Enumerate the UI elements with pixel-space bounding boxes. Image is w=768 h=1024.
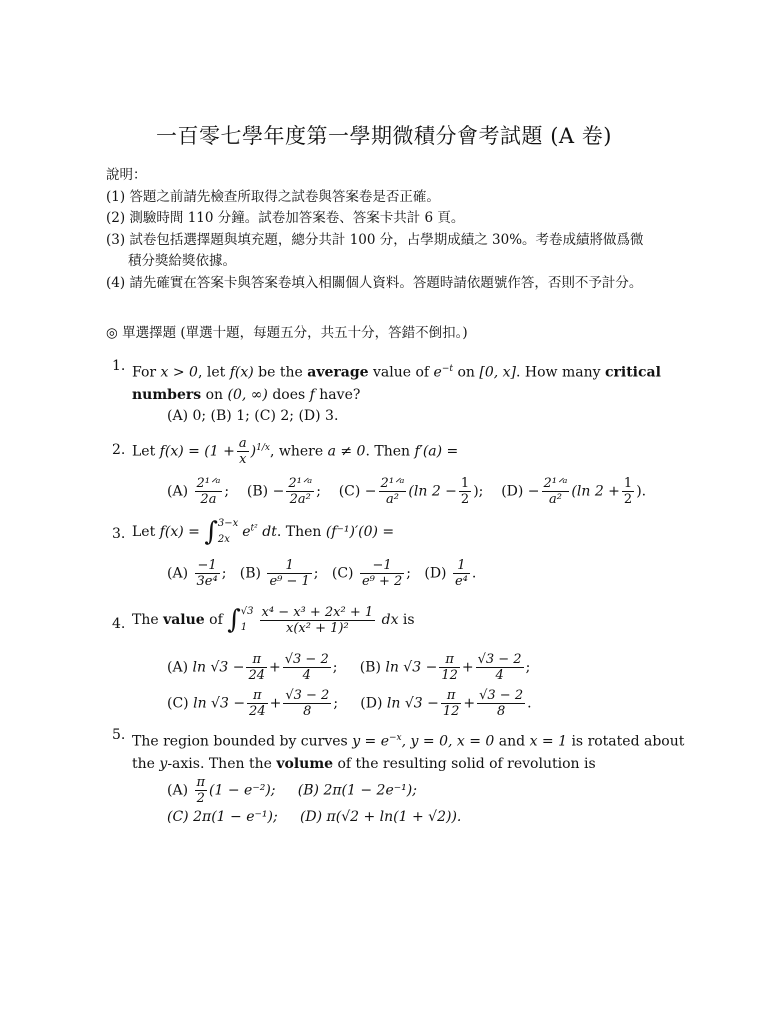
math-expr: f(x) = (1 + [159, 443, 235, 460]
math-expr: f(x) = [159, 524, 200, 540]
stem-text: Let [132, 443, 160, 460]
answer-options [167, 809, 461, 825]
exponent: −t [441, 364, 453, 374]
math-expr: + [461, 659, 474, 676]
denominator: 3e⁴ [196, 574, 218, 589]
option-label: (A) [167, 483, 189, 500]
math-expr: f(x) [229, 364, 254, 381]
integral-sign: ∫ [227, 605, 241, 635]
math-expr: f′(a) = [414, 443, 459, 460]
fraction [453, 558, 470, 589]
fraction [267, 558, 311, 589]
question-stem [132, 604, 662, 636]
stem-text: be the [253, 364, 308, 381]
numerator: √3 − 2 [477, 652, 522, 667]
stem-text: is rotated about [567, 733, 685, 750]
upper-limit: √3 [240, 606, 254, 617]
stem-text: on [453, 364, 480, 381]
fraction [237, 436, 249, 467]
bold-term: critical [604, 364, 661, 381]
numerator: a [238, 436, 247, 451]
fraction [246, 652, 267, 683]
stem-text: For [132, 364, 161, 381]
fraction [459, 476, 471, 507]
exponent: −x [389, 733, 402, 743]
stem-text: of [204, 612, 223, 628]
math-expr: x = 1 [529, 733, 567, 750]
fraction [360, 558, 404, 589]
stem-text: The [132, 612, 164, 628]
math-expr: (ln 2 − [408, 483, 457, 500]
fraction [476, 652, 524, 683]
denominator: e⁹ − 1 [269, 574, 310, 589]
fraction [195, 558, 220, 589]
math-expr: dt [257, 524, 277, 540]
option-label: (C) [167, 695, 189, 712]
stem-text: , let [197, 364, 230, 381]
answer-options: (A) 0; (B) 1; (C) 2; (D) 3. [167, 408, 339, 424]
math-expr: e [242, 524, 251, 540]
question-stem [132, 358, 662, 406]
fraction [379, 476, 407, 507]
fraction [542, 476, 570, 507]
stem-text: does [267, 386, 310, 403]
stem-text: is [398, 612, 415, 628]
numerator: π [441, 688, 462, 704]
stem-text: value of [368, 364, 434, 381]
answer-options: (A) ln √3 − $\frac{\pi}{24}$ + $\frac{√3 - 2}{4}$ ; (B) ln √3 − $\frac{\pi}{12}$ + $\frac{√3 - 2}{4}$ ; [167, 652, 531, 683]
fraction [195, 476, 223, 507]
numerator: 2¹ᐟᵃ [288, 476, 313, 491]
numerator: 2¹ᐟᵃ [196, 476, 221, 491]
stem-text: . Then [365, 443, 415, 460]
integral-limits [241, 604, 254, 636]
numerator: −1 [360, 558, 404, 574]
math-expr: ln √3 − [385, 659, 438, 676]
math-expr: e [433, 364, 442, 381]
denominator: a² [386, 492, 399, 507]
fraction [439, 652, 460, 683]
numerator: π [246, 652, 267, 668]
exponent: 1/x [256, 442, 270, 453]
fraction [622, 476, 634, 507]
fraction [247, 688, 268, 719]
question-number: 3. [112, 526, 126, 542]
denominator: x(x² + 1)² [286, 620, 349, 636]
question-number: 4. [112, 616, 126, 632]
integral-limits [218, 516, 238, 548]
question-stem [132, 436, 662, 467]
math-expr: + [269, 659, 281, 676]
fraction [286, 476, 314, 507]
bold-term: numbers [132, 386, 202, 403]
question-stem [132, 727, 685, 775]
fraction [195, 775, 208, 806]
option-label: (B) [246, 483, 269, 500]
math-expr: y = e [352, 733, 390, 750]
numerator: √3 − 2 [479, 688, 524, 703]
fraction [260, 605, 376, 636]
instruction-item: (2) 測驗時間 110 分鐘。試卷加答案卷、答案卡共計 6 頁。 [106, 210, 465, 226]
numerator: 1 [267, 558, 311, 574]
denominator: e⁴ [454, 574, 468, 589]
numerator: √3 − 2 [284, 652, 329, 667]
fraction [283, 688, 331, 719]
denominator: 24 [248, 668, 265, 683]
denominator: 24 [249, 704, 266, 719]
exponent: t² [250, 523, 258, 534]
lower-limit: 2x [217, 534, 230, 545]
stem-text: have? [314, 386, 361, 403]
instruction-item: (1) 答題之前請先檢查所取得之試卷與答案卷是否正確。 [106, 188, 440, 205]
fraction [283, 652, 331, 683]
numerator: π [247, 688, 268, 704]
math-expr: + [463, 695, 476, 712]
instruction-item: (3) 試卷包括選擇題與填充題，總分共計 100 分，占學期成績之 30%。考卷成績將做爲微 [106, 231, 644, 248]
math-expr: ln √3 − [193, 695, 246, 712]
denominator: 2 [623, 492, 633, 507]
answer-options: (A) $\frac{-1}{\text{3e⁴}}$ ; (B) $\frac{1}{\text{e⁹ − 1}}$ ; (C) $\frac{-1}{\text{e⁹ + 2}}$ ; (D) $\frac{1}{\text{e⁴}}$ . [167, 558, 477, 589]
bold-term: average [307, 364, 369, 381]
answer-options: (A) $\frac{\text{2¹ᐟᵃ}}{2a}$ ; (B) − $\frac{\text{2¹ᐟᵃ}}{\text{2a²}}$ ; (C) − $\frac{\text{2¹ᐟᵃ}}{\text{a²}}$ (ln 2 − $\frac{1}{2}$ ); (D) − $\frac{\text{2¹ᐟᵃ}}{\text{a²}}$ (ln 2 + $\frac{1}{2}$ ). [167, 476, 647, 507]
option-label: (D) [360, 695, 383, 712]
option-text: (B) 2π(1 − 2e⁻¹); [297, 782, 417, 799]
numerator: π [439, 652, 460, 668]
option-text: (D) π(√2 + ln(1 + √2)). [299, 809, 462, 825]
math-expr: a ≠ 0 [327, 443, 366, 460]
denominator: 12 [442, 704, 460, 719]
math-expr: (1 − e⁻²); [209, 782, 276, 799]
denominator: x [239, 452, 247, 467]
numerator: x⁴ − x³ + 2x² + 1 [261, 604, 374, 620]
stem-text: the [132, 755, 160, 772]
math-expr: (f⁻¹)′(0) = [325, 524, 395, 540]
answer-options [167, 775, 417, 806]
denominator: 8 [303, 704, 312, 719]
numerator: −1 [195, 558, 220, 574]
option-label: (A) [167, 659, 189, 676]
answer-options: (C) ln √3 − $\frac{\pi}{24}$ + $\frac{√3 - 2}{8}$ ; (D) ln √3 − $\frac{\pi}{12}$ + $\frac{√3 - 2}{8}$ . [167, 688, 532, 719]
option-label: (B) [239, 565, 261, 582]
stem-text: Let [132, 524, 160, 540]
math-expr: (ln 2 + [571, 483, 620, 500]
fraction [441, 688, 462, 719]
option-text: (C) 2π(1 − e⁻¹); [167, 809, 278, 825]
math-expr: ) [250, 443, 257, 460]
stem-text: on [201, 386, 228, 403]
math-expr: (0, ∞) [227, 386, 268, 403]
section-heading: ◎ 單選擇題 (單選十題，每題五分，共五十分，答錯不倒扣。) [106, 325, 468, 341]
exam-title: 一百零七學年度第一學期微積分會考試題 (A 卷) [156, 124, 612, 148]
question-number: 1. [112, 358, 126, 374]
math-expr: , y = 0, x = 0 [401, 733, 495, 750]
option-label: (D) [424, 565, 447, 582]
instruction-item-continued: 積分獎給獎依據。 [128, 253, 236, 269]
math-expr: y [159, 755, 168, 772]
stem-text: -axis. Then the [167, 755, 277, 772]
math-expr: ln √3 − [386, 695, 439, 712]
stem-text: , where [269, 443, 328, 460]
stem-text: of the resulting solid of revolution is [333, 755, 596, 772]
numerator: 1 [623, 476, 633, 491]
numerator: √3 − 2 [285, 688, 330, 703]
math-expr: x > 0 [160, 364, 198, 381]
numerator: π [196, 775, 206, 790]
stem-text: . Then [276, 524, 326, 540]
denominator: 4 [302, 668, 311, 683]
upper-limit: 3−x [217, 518, 239, 529]
numerator: 2¹ᐟᵃ [380, 476, 405, 491]
question-number: 5. [112, 727, 126, 743]
bold-term: value [163, 612, 205, 628]
numerator: 1 [460, 476, 470, 491]
stem-text: . How many [516, 364, 605, 381]
denominator: 2a [200, 492, 217, 507]
denominator: 2 [196, 791, 205, 806]
integral-sign: ∫ [204, 517, 218, 547]
math-expr: [0, x] [479, 364, 516, 381]
math-expr: dx [381, 612, 399, 628]
instructions [106, 165, 676, 294]
question-stem [132, 516, 662, 548]
option-label: (B) [359, 659, 381, 676]
fraction [477, 688, 525, 719]
lower-limit: 1 [240, 622, 248, 633]
denominator: 2 [460, 492, 470, 507]
numerator: 1 [453, 558, 470, 574]
option-label: (C) [338, 483, 361, 500]
option-label: (A) [167, 782, 189, 799]
denominator: 12 [441, 668, 458, 683]
numerator: 2¹ᐟᵃ [543, 476, 568, 491]
math-expr: f [309, 386, 315, 403]
denominator: 4 [495, 668, 504, 683]
denominator: e⁹ + 2 [361, 574, 403, 589]
denominator: a² [548, 492, 562, 507]
denominator: 8 [496, 704, 506, 719]
question-number: 2. [112, 442, 126, 458]
math-expr: + [269, 695, 282, 712]
bold-term: volume [276, 755, 334, 772]
math-expr: ln √3 − [192, 659, 245, 676]
option-label: (A) [167, 565, 189, 582]
option-label: (D) [501, 483, 524, 500]
stem-text: The region bounded by curves [132, 733, 353, 750]
denominator: 2a² [289, 492, 311, 507]
instructions-heading: 說明： [106, 167, 147, 183]
instruction-item: (4) 請先確實在答案卡與答案卷填入相關個人資料。答題時請依題號作答，否則不予計分。 [106, 274, 643, 291]
stem-text: and [494, 733, 530, 750]
option-label: (C) [331, 565, 354, 582]
